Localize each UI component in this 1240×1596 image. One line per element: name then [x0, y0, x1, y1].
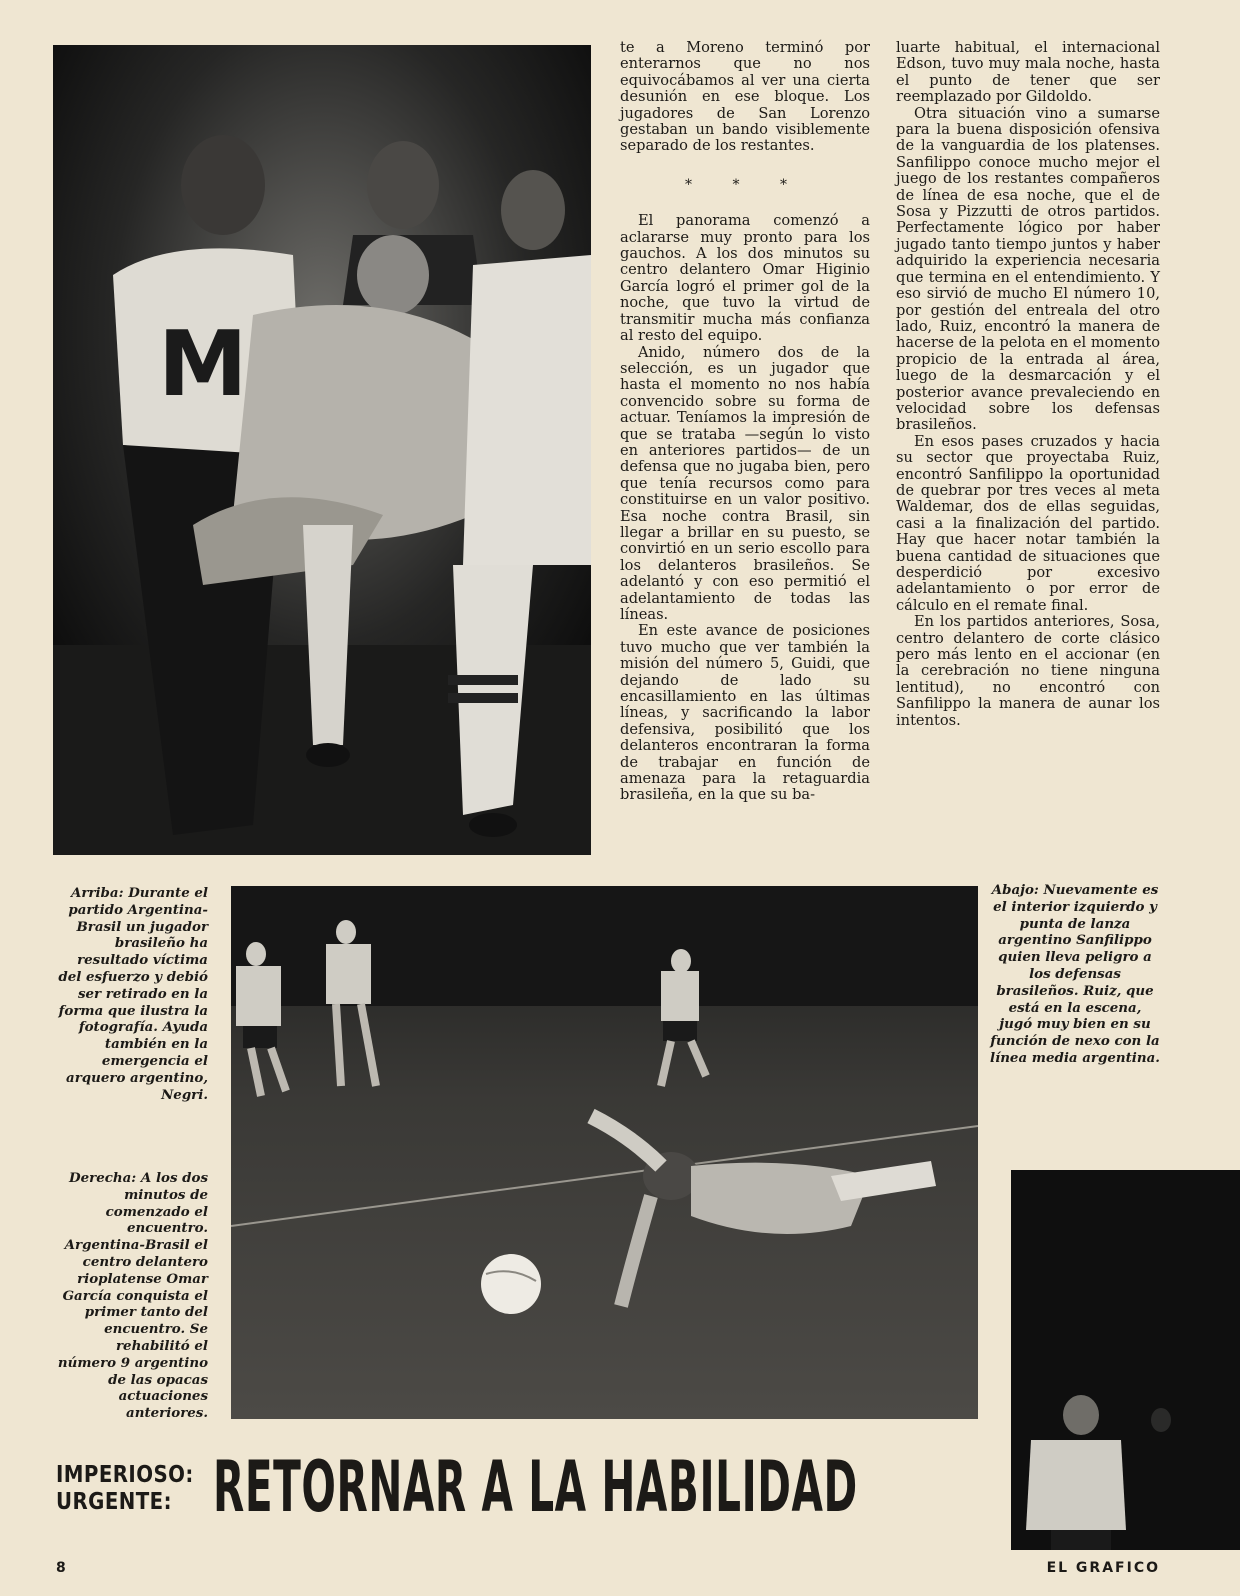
headline-kicker: [56, 1462, 194, 1516]
photo-goalkeeper-diving: [231, 886, 978, 1419]
article-paragraph: El panorama comenzó a aclararse muy pronto para los gauchos. A los dos minutos su centro delantero Omar Higinio García logró el primer gol de la noche, que tuvo la virtud de transmitir mucha más confianza al resto del equipo.: [620, 212, 870, 345]
headline-title: RETORNAR A LA HABILIDAD: [213, 1446, 858, 1528]
photo-sanfilippo-action: [1011, 1170, 1240, 1550]
article-paragraph: Anido, número dos de la selección, es un jugador que hasta el momento no nos había convencido sobre su forma de actuar. Teníamos la impresión de que se trataba —según lo visto en anteriores partidos— de un defensa que no jugaba bien, pero que tenía recursos como para constituirse en un valor positivo. Esa noche contra Brasil, sin llegar a brillar en su puesto, se convirtió en un serio escollo para los delanteros brasileños. Se adelantó y con eso permitió el adelantamiento de todas las líneas.: [620, 343, 870, 623]
article-paragraph: En este avance de posiciones tuvo mucho que ver también la misión del número 5, Guidi, que dejando de lado su encasillamiento en las últimas líneas, y sacrificando la labor defensiva, posibilitó que los delanteros encontraran la forma de trabajar en función de amenaza para la retaguardia brasileña, en la que su ba-: [620, 622, 870, 804]
article-paragraph: En los partidos anteriores, Sosa, centro delantero de corte clásico pero más lento en el accionar (en la cerebración no tiene ninguna lentitud), no encontró con Sanfilippo la manera de aunar los intentos.: [896, 613, 1160, 729]
caption-abajo: Abajo: Nuevamente es el interior izquierdo y punta de lanza argentino Sanfilippo quien lleva peligro a los defensas brasileños. Ruiz, que está en la escena, jugó muy bien en su función de nexo con la línea media argentina.: [990, 882, 1160, 1066]
article-paragraph: luarte habitual, el internacional Edson, tuvo muy mala noche, hasta el punto de tener que ser reemplazado por Gildoldo.: [896, 39, 1160, 106]
photo-injured-player-carried: [53, 45, 591, 855]
article-paragraph: te a Moreno terminó por enterarnos que no nos equivocábamos al ver una cierta desunión en ese bloque. Los jugadores de San Lorenzo gestaban un bando visiblemente separado de los restantes.: [620, 39, 870, 155]
headline-kicker-line-1: IMPERIOSO:: [56, 1462, 194, 1488]
article-paragraph: En esos pases cruzados y hacia su sector que proyectaba Ruiz, encontró Sanfilippo la oportunidad de quebrar por tres veces al meta Waldemar, dos de ellas seguidas, casi a la finalización del partido. Hay que hacer notar también la buena cantidad de situaciones que desperdició por excesivo adelantamiento o por error de cálculo en el remate final.: [896, 432, 1160, 614]
page-number: 8: [56, 1560, 66, 1576]
magazine-name: EL GRAFICO: [1046, 1560, 1160, 1576]
svg-text:M: M: [158, 312, 248, 417]
article-column-1: [620, 40, 870, 804]
caption-derecha: Derecha: A los dos minutos de comenzado el encuentro. Argentina-Brasil el centro delantero rioplatense Omar García conquista el primer tanto del encuentro. Se rehabilitó el número 9 argentino de las opacas actuaciones anteriores.: [57, 1170, 208, 1422]
article-column-2: [896, 40, 1160, 729]
article-paragraph: Otra situación vino a sumarse para la buena disposición ofensiva de la vanguardia de los platenses. Sanfilippo conoce mucho mejor el juego de los restantes compañeros de línea de esa noche, que el de Sosa y Pizzutti de otros partidos. Perfectamente lógico por haber jugado tanto tiempo juntos y haber adquirido la experiencia necesaria que termina en el entendimiento. Y eso sirvió de mucho El número 10, por gestión del entreala del otro lado, Ruiz, encontró la manera de hacerse de la pelota en el momento propicio de la entrada al área, luego de la desmarcación y el posterior avance prevaleciendo en velocidad sobre los defensas brasileños.: [896, 104, 1160, 434]
headline-kicker-line-2: URGENTE:: [56, 1489, 172, 1515]
section-separator: * * *: [685, 176, 805, 193]
caption-arriba: Arriba: Durante el partido Argentina-Brasil un jugador brasileño ha resultado víctima del esfuerzo y debió ser retirado en la forma que ilustra la fotografía. Ayuda también en la emergencia el arquero argentino, Negri.: [58, 885, 208, 1103]
